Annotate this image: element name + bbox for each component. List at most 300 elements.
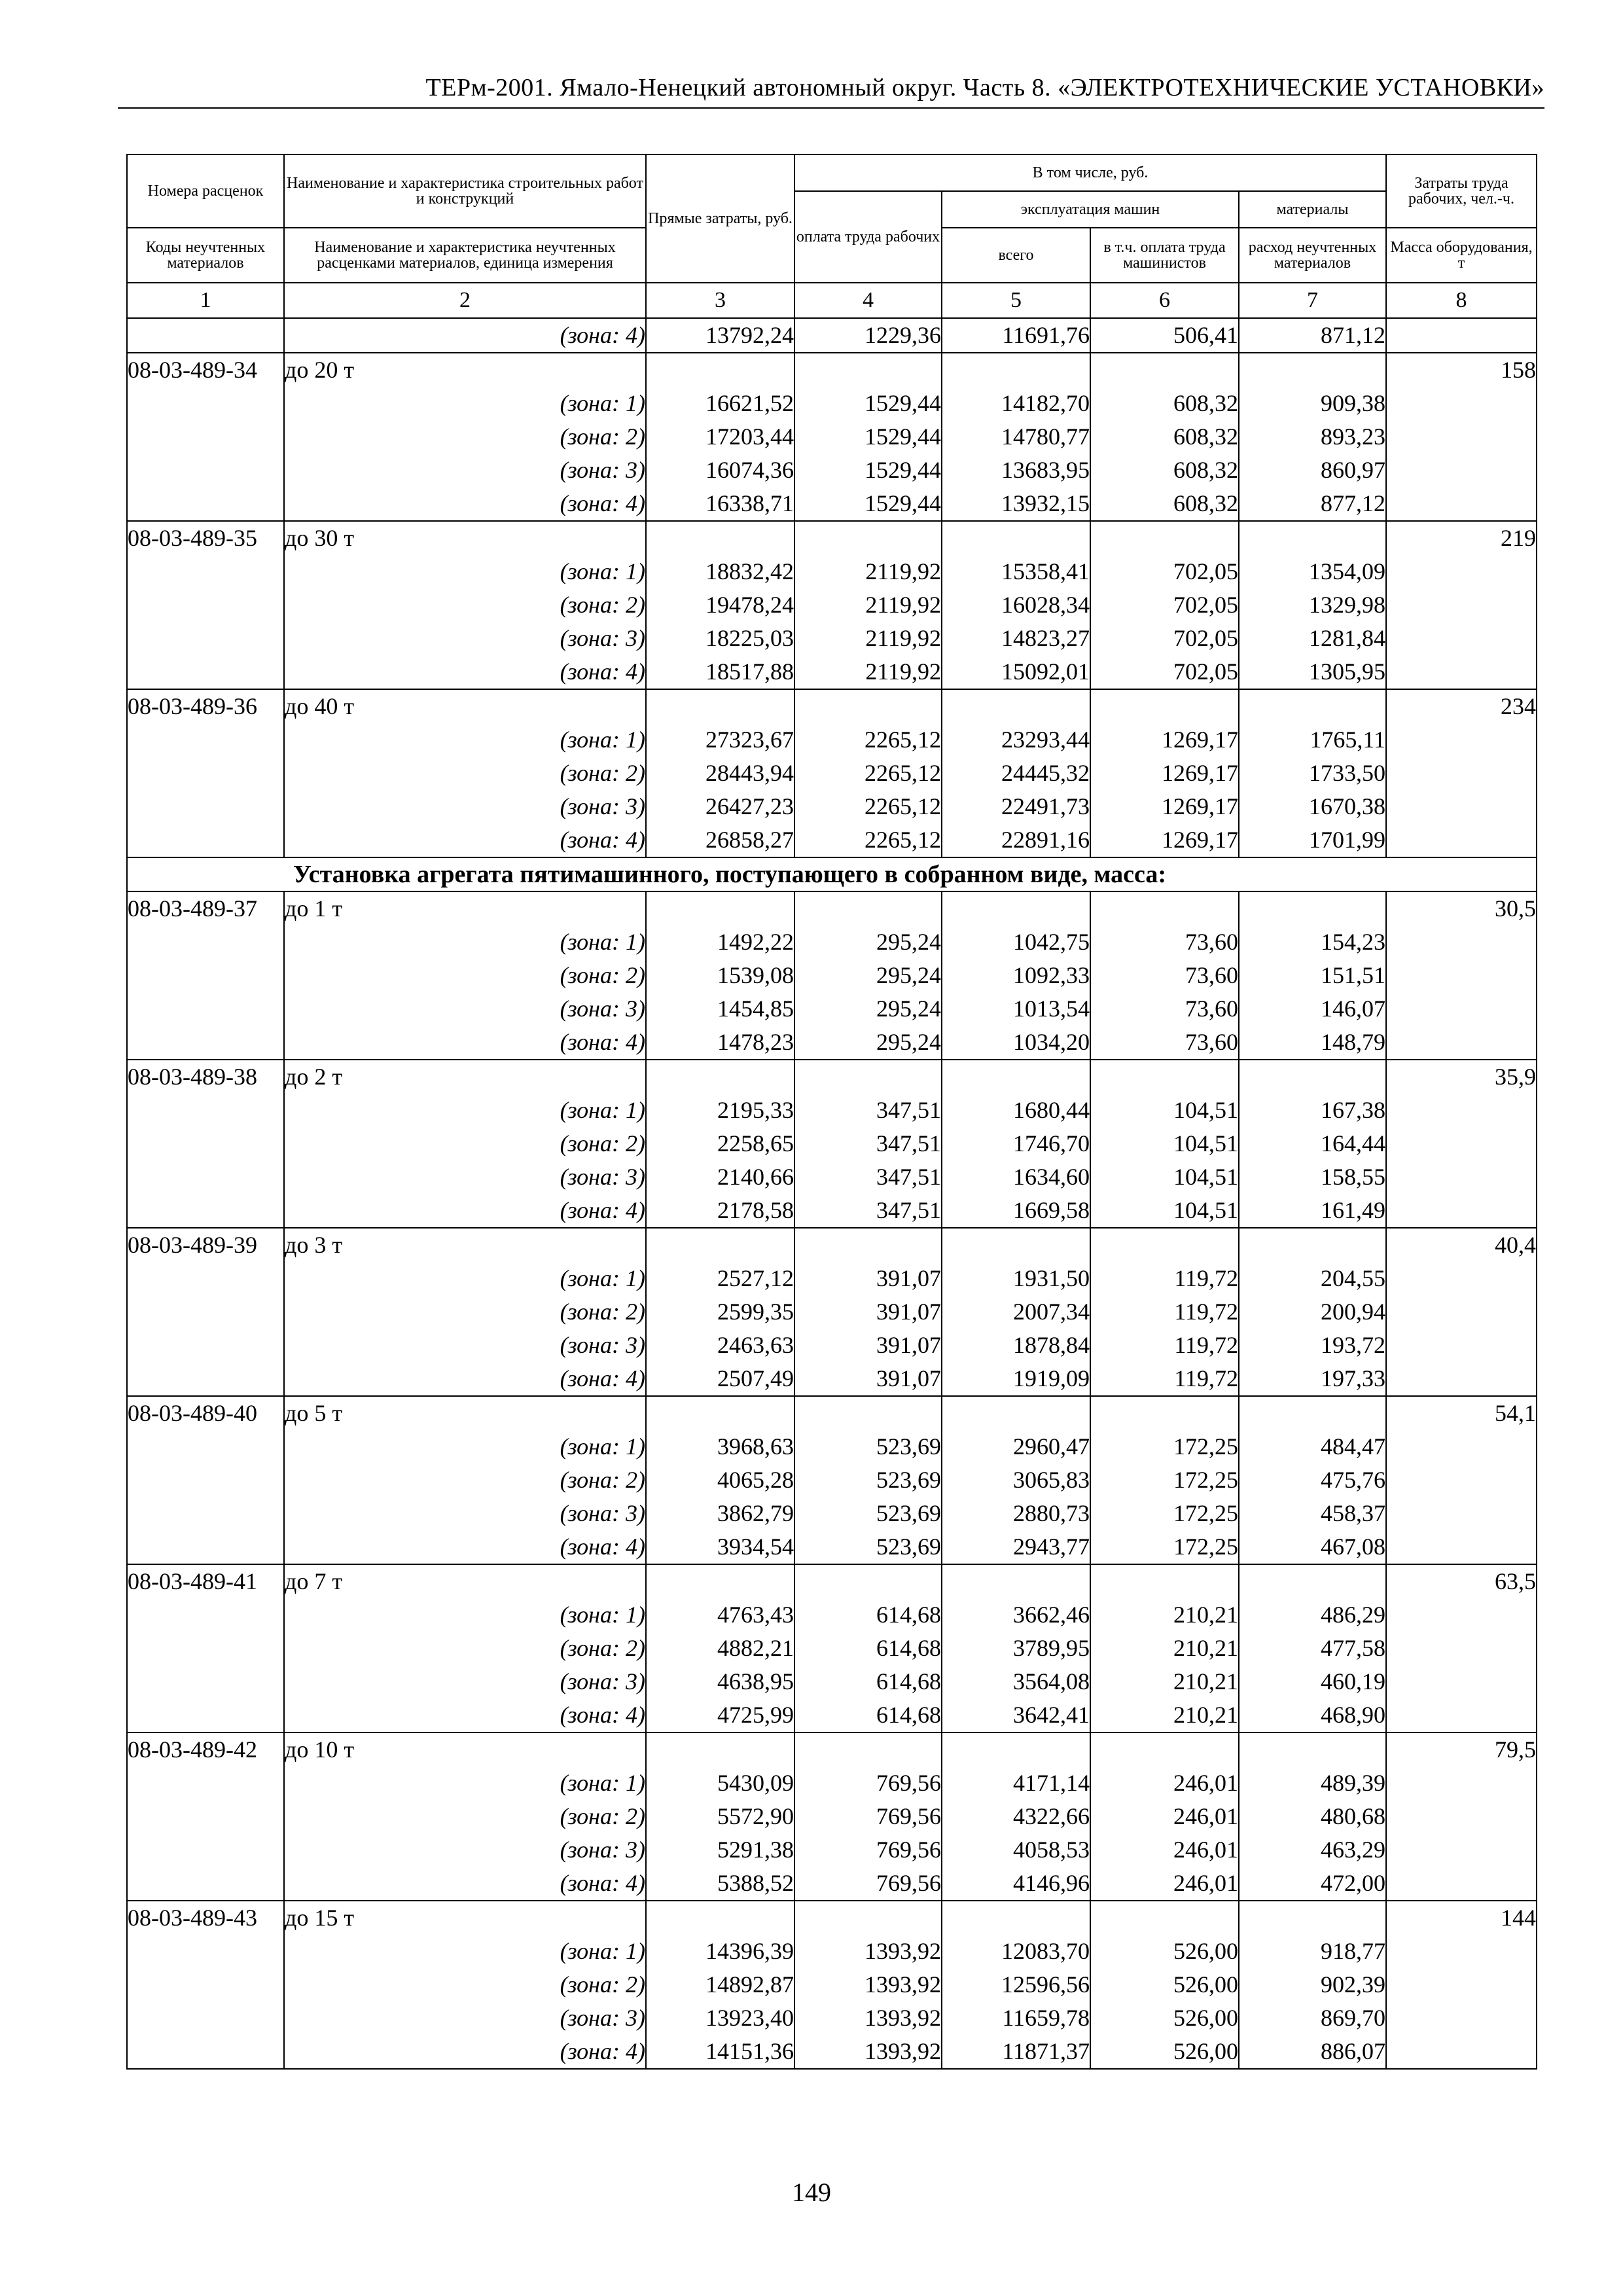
labor-cost-cell bbox=[1386, 1935, 1537, 1968]
labor-pay-value: 523,69 bbox=[794, 1463, 942, 1497]
code-cell bbox=[127, 1430, 284, 1463]
empty-cell bbox=[646, 1060, 794, 1094]
operator-pay-value: 104,51 bbox=[1090, 1127, 1239, 1160]
empty-cell bbox=[646, 1228, 794, 1262]
rate-name: до 1 т bbox=[284, 891, 646, 925]
machines-total-value: 15092,01 bbox=[942, 655, 1090, 689]
empty-cell bbox=[942, 521, 1090, 555]
column-number: 8 bbox=[1386, 283, 1537, 318]
machines-total-value: 1680,44 bbox=[942, 1094, 1090, 1127]
zone-row bbox=[127, 757, 1537, 790]
table-header bbox=[127, 154, 1537, 318]
code-cell bbox=[127, 487, 284, 521]
zone-label: (зона: 4) bbox=[284, 1530, 646, 1564]
rate-group bbox=[127, 521, 1537, 689]
rate-code: 08-03-489-39 bbox=[127, 1228, 284, 1262]
material-cost-value: 475,76 bbox=[1239, 1463, 1386, 1497]
zone-label: (зона: 4) bbox=[284, 318, 646, 353]
empty-cell bbox=[942, 1564, 1090, 1598]
code-cell bbox=[127, 1463, 284, 1497]
labor-cost-cell bbox=[1386, 318, 1537, 353]
material-cost-value: 1670,38 bbox=[1239, 790, 1386, 823]
labor-pay-value: 2119,92 bbox=[794, 655, 942, 689]
zone-row bbox=[127, 1665, 1537, 1698]
rate-name: до 15 т bbox=[284, 1901, 646, 1935]
labor-pay-value: 1393,92 bbox=[794, 2001, 942, 2035]
zone-row bbox=[127, 959, 1537, 992]
direct-costs-value: 5572,90 bbox=[646, 1800, 794, 1833]
rate-title-row bbox=[127, 689, 1537, 723]
material-cost-value: 1765,11 bbox=[1239, 723, 1386, 757]
material-cost-value: 918,77 bbox=[1239, 1935, 1386, 1968]
direct-costs-value: 3934,54 bbox=[646, 1530, 794, 1564]
material-cost-value: 200,94 bbox=[1239, 1295, 1386, 1329]
zone-row bbox=[127, 925, 1537, 959]
labor-cost-cell bbox=[1386, 723, 1537, 757]
rate-name: до 20 т bbox=[284, 353, 646, 387]
labor-pay-value: 614,68 bbox=[794, 1598, 942, 1632]
code-cell bbox=[127, 1295, 284, 1329]
empty-cell bbox=[646, 1901, 794, 1935]
empty-cell bbox=[794, 1396, 942, 1430]
code-cell bbox=[127, 1968, 284, 2001]
zone-row bbox=[127, 1463, 1537, 1497]
rate-group bbox=[127, 1396, 1537, 1564]
empty-cell bbox=[1090, 1732, 1239, 1767]
zone-row bbox=[127, 823, 1537, 857]
material-cost-value: 1281,84 bbox=[1239, 622, 1386, 655]
rate-title-row bbox=[127, 1732, 1537, 1767]
column-number: 5 bbox=[942, 283, 1090, 318]
material-cost-value: 484,47 bbox=[1239, 1430, 1386, 1463]
zone-label: (зона: 4) bbox=[284, 1194, 646, 1228]
header-mass: Масса оборудования, т bbox=[1386, 228, 1537, 283]
empty-cell bbox=[1090, 1060, 1239, 1094]
machines-total-value: 1034,20 bbox=[942, 1026, 1090, 1060]
labor-cost-cell bbox=[1386, 992, 1537, 1026]
labor-pay-value: 2119,92 bbox=[794, 622, 942, 655]
operator-pay-value: 702,05 bbox=[1090, 555, 1239, 588]
material-cost-value: 480,68 bbox=[1239, 1800, 1386, 1833]
column-number: 7 bbox=[1239, 283, 1386, 318]
labor-pay-value: 295,24 bbox=[794, 992, 942, 1026]
labor-pay-value: 614,68 bbox=[794, 1665, 942, 1698]
rate-title-row bbox=[127, 353, 1537, 387]
direct-costs-value: 2140,66 bbox=[646, 1160, 794, 1194]
direct-costs-value: 14892,87 bbox=[646, 1968, 794, 2001]
machines-total-value: 11659,78 bbox=[942, 2001, 1090, 2035]
labor-pay-value: 2119,92 bbox=[794, 588, 942, 622]
material-cost-value: 902,39 bbox=[1239, 1968, 1386, 2001]
machines-total-value: 1919,09 bbox=[942, 1362, 1090, 1396]
direct-costs-value: 26858,27 bbox=[646, 823, 794, 857]
material-cost-value: 477,58 bbox=[1239, 1632, 1386, 1665]
labor-cost-cell bbox=[1386, 1867, 1537, 1901]
header-operator-pay: в т.ч. оплата труда машинистов bbox=[1090, 228, 1239, 283]
empty-cell bbox=[646, 521, 794, 555]
labor-pay-value: 1529,44 bbox=[794, 487, 942, 521]
machines-total-value: 1931,50 bbox=[942, 1262, 1090, 1295]
rate-group bbox=[127, 1901, 1537, 2069]
machines-total-value: 11871,37 bbox=[942, 2035, 1090, 2069]
header-labor: Затраты труда рабочих, чел.-ч. bbox=[1386, 154, 1537, 228]
zone-label: (зона: 3) bbox=[284, 1833, 646, 1867]
empty-cell bbox=[794, 521, 942, 555]
machines-total-value: 3642,41 bbox=[942, 1698, 1090, 1732]
zone-row bbox=[127, 1698, 1537, 1732]
labor-pay-value: 391,07 bbox=[794, 1295, 942, 1329]
empty-cell bbox=[1090, 891, 1239, 925]
labor-cost-cell bbox=[1386, 1094, 1537, 1127]
labor-cost-cell bbox=[1386, 1430, 1537, 1463]
header-direct-costs: Прямые затраты, руб. bbox=[646, 154, 794, 283]
operator-pay-value: 210,21 bbox=[1090, 1698, 1239, 1732]
rate-code: 08-03-489-43 bbox=[127, 1901, 284, 1935]
direct-costs-value: 1454,85 bbox=[646, 992, 794, 1026]
operator-pay-value: 526,00 bbox=[1090, 2035, 1239, 2069]
operator-pay-value: 246,01 bbox=[1090, 1800, 1239, 1833]
material-cost-value: 909,38 bbox=[1239, 387, 1386, 420]
material-cost-value: 1354,09 bbox=[1239, 555, 1386, 588]
zone-label: (зона: 3) bbox=[284, 992, 646, 1026]
code-cell bbox=[127, 2001, 284, 2035]
rate-code: 08-03-489-41 bbox=[127, 1564, 284, 1598]
labor-cost-cell bbox=[1386, 1362, 1537, 1396]
operator-pay-value: 608,32 bbox=[1090, 487, 1239, 521]
material-cost-value: 158,55 bbox=[1239, 1160, 1386, 1194]
header-code: Номера расценок bbox=[127, 154, 284, 228]
zone-row bbox=[127, 588, 1537, 622]
machines-total-value: 22891,16 bbox=[942, 823, 1090, 857]
operator-pay-value: 172,25 bbox=[1090, 1463, 1239, 1497]
empty-cell bbox=[942, 1396, 1090, 1430]
labor-cost-cell bbox=[1386, 2035, 1537, 2069]
zone-row bbox=[127, 487, 1537, 521]
empty-cell bbox=[1239, 1228, 1386, 1262]
code-cell bbox=[127, 420, 284, 454]
machines-total-value: 2960,47 bbox=[942, 1430, 1090, 1463]
empty-cell bbox=[1239, 1901, 1386, 1935]
direct-costs-value: 26427,23 bbox=[646, 790, 794, 823]
machines-total-value: 1092,33 bbox=[942, 959, 1090, 992]
empty-cell bbox=[1090, 1228, 1239, 1262]
machines-total-value: 11691,76 bbox=[942, 318, 1090, 353]
zone-label: (зона: 3) bbox=[284, 1665, 646, 1698]
operator-pay-value: 1269,17 bbox=[1090, 790, 1239, 823]
column-number: 1 bbox=[127, 283, 284, 318]
operator-pay-value: 104,51 bbox=[1090, 1094, 1239, 1127]
empty-cell bbox=[942, 1732, 1090, 1767]
code-cell bbox=[127, 1329, 284, 1362]
labor-cost-value: 219 bbox=[1386, 521, 1537, 555]
material-cost-value: 458,37 bbox=[1239, 1497, 1386, 1530]
operator-pay-value: 73,60 bbox=[1090, 925, 1239, 959]
zone-label: (зона: 2) bbox=[284, 1800, 646, 1833]
direct-costs-value: 2258,65 bbox=[646, 1127, 794, 1160]
labor-cost-cell bbox=[1386, 1026, 1537, 1060]
labor-pay-value: 295,24 bbox=[794, 959, 942, 992]
labor-cost-cell bbox=[1386, 1632, 1537, 1665]
zone-row bbox=[127, 454, 1537, 487]
direct-costs-value: 4763,43 bbox=[646, 1598, 794, 1632]
operator-pay-value: 246,01 bbox=[1090, 1767, 1239, 1800]
rate-group bbox=[127, 1732, 1537, 1901]
zone-row bbox=[127, 1127, 1537, 1160]
operator-pay-value: 246,01 bbox=[1090, 1867, 1239, 1901]
zone-row bbox=[127, 2001, 1537, 2035]
operator-pay-value: 73,60 bbox=[1090, 959, 1239, 992]
zone-row bbox=[127, 1430, 1537, 1463]
labor-cost-value: 144 bbox=[1386, 1901, 1537, 1935]
rate-name: до 2 т bbox=[284, 1060, 646, 1094]
direct-costs-value: 2463,63 bbox=[646, 1329, 794, 1362]
labor-pay-value: 523,69 bbox=[794, 1430, 942, 1463]
zone-label: (зона: 2) bbox=[284, 959, 646, 992]
empty-cell bbox=[646, 1396, 794, 1430]
direct-costs-value: 2195,33 bbox=[646, 1094, 794, 1127]
operator-pay-value: 702,05 bbox=[1090, 622, 1239, 655]
direct-costs-value: 18832,42 bbox=[646, 555, 794, 588]
machines-total-value: 12083,70 bbox=[942, 1935, 1090, 1968]
code-cell bbox=[127, 588, 284, 622]
zone-label: (зона: 2) bbox=[284, 1127, 646, 1160]
direct-costs-value: 3968,63 bbox=[646, 1430, 794, 1463]
labor-cost-cell bbox=[1386, 1598, 1537, 1632]
operator-pay-value: 172,25 bbox=[1090, 1497, 1239, 1530]
operator-pay-value: 1269,17 bbox=[1090, 823, 1239, 857]
labor-cost-cell bbox=[1386, 487, 1537, 521]
direct-costs-value: 13792,24 bbox=[646, 318, 794, 353]
direct-costs-value: 4882,21 bbox=[646, 1632, 794, 1665]
zone-row bbox=[127, 1968, 1537, 2001]
zone-label: (зона: 4) bbox=[284, 2035, 646, 2069]
labor-cost-cell bbox=[1386, 1767, 1537, 1800]
code-cell bbox=[127, 387, 284, 420]
zone-row bbox=[127, 1026, 1537, 1060]
labor-cost-cell bbox=[1386, 925, 1537, 959]
zone-row bbox=[127, 1935, 1537, 1968]
operator-pay-value: 210,21 bbox=[1090, 1632, 1239, 1665]
labor-cost-cell bbox=[1386, 622, 1537, 655]
code-cell bbox=[127, 1362, 284, 1396]
header-including: В том числе, руб. bbox=[794, 154, 1386, 191]
labor-cost-cell bbox=[1386, 1968, 1537, 2001]
labor-pay-value: 1229,36 bbox=[794, 318, 942, 353]
machines-total-value: 3789,95 bbox=[942, 1632, 1090, 1665]
code-cell bbox=[127, 2035, 284, 2069]
operator-pay-value: 172,25 bbox=[1090, 1530, 1239, 1564]
rate-code: 08-03-489-37 bbox=[127, 891, 284, 925]
labor-cost-cell bbox=[1386, 420, 1537, 454]
labor-cost-value: 54,1 bbox=[1386, 1396, 1537, 1430]
operator-pay-value: 1269,17 bbox=[1090, 757, 1239, 790]
zone-row bbox=[127, 1329, 1537, 1362]
rate-name: до 7 т bbox=[284, 1564, 646, 1598]
direct-costs-value: 1492,22 bbox=[646, 925, 794, 959]
machines-total-value: 2943,77 bbox=[942, 1530, 1090, 1564]
operator-pay-value: 608,32 bbox=[1090, 420, 1239, 454]
zone-label: (зона: 1) bbox=[284, 555, 646, 588]
zone-label: (зона: 1) bbox=[284, 925, 646, 959]
material-cost-value: 204,55 bbox=[1239, 1262, 1386, 1295]
header-materials: материалы bbox=[1239, 191, 1386, 228]
labor-pay-value: 1529,44 bbox=[794, 420, 942, 454]
rate-name: до 40 т bbox=[284, 689, 646, 723]
code-cell bbox=[127, 1935, 284, 1968]
machines-total-value: 14182,70 bbox=[942, 387, 1090, 420]
rate-group bbox=[127, 891, 1537, 1060]
page-header: ТЕРм-2001. Ямало-Ненецкий автономный округ. Часть 8. «ЭЛЕКТРОТЕХНИЧЕСКИЕ УСТАНОВКИ» bbox=[118, 71, 1544, 109]
material-cost-value: 151,51 bbox=[1239, 959, 1386, 992]
operator-pay-value: 608,32 bbox=[1090, 454, 1239, 487]
operator-pay-value: 172,25 bbox=[1090, 1430, 1239, 1463]
operator-pay-value: 526,00 bbox=[1090, 2001, 1239, 2035]
rate-group bbox=[127, 689, 1537, 857]
labor-pay-value: 391,07 bbox=[794, 1329, 942, 1362]
labor-pay-value: 2265,12 bbox=[794, 790, 942, 823]
zone-label: (зона: 1) bbox=[284, 1430, 646, 1463]
rate-group bbox=[127, 1060, 1537, 1228]
machines-total-value: 13932,15 bbox=[942, 487, 1090, 521]
zone-label: (зона: 1) bbox=[284, 1598, 646, 1632]
machines-total-value: 3662,46 bbox=[942, 1598, 1090, 1632]
zone-label: (зона: 4) bbox=[284, 1026, 646, 1060]
machines-total-value: 12596,56 bbox=[942, 1968, 1090, 2001]
rate-title-row bbox=[127, 1228, 1537, 1262]
labor-pay-value: 769,56 bbox=[794, 1867, 942, 1901]
zone-label: (зона: 4) bbox=[284, 1362, 646, 1396]
code-cell bbox=[127, 757, 284, 790]
code-cell bbox=[127, 992, 284, 1026]
material-cost-value: 1305,95 bbox=[1239, 655, 1386, 689]
operator-pay-value: 104,51 bbox=[1090, 1194, 1239, 1228]
direct-costs-value: 27323,67 bbox=[646, 723, 794, 757]
material-cost-value: 167,38 bbox=[1239, 1094, 1386, 1127]
empty-cell bbox=[646, 1564, 794, 1598]
zone-label: (зона: 4) bbox=[284, 655, 646, 689]
operator-pay-value: 119,72 bbox=[1090, 1262, 1239, 1295]
labor-pay-value: 347,51 bbox=[794, 1194, 942, 1228]
operator-pay-value: 119,72 bbox=[1090, 1329, 1239, 1362]
rate-title-row bbox=[127, 1396, 1537, 1430]
column-number: 4 bbox=[794, 283, 942, 318]
labor-cost-cell bbox=[1386, 757, 1537, 790]
material-cost-value: 1329,98 bbox=[1239, 588, 1386, 622]
machines-total-value: 2007,34 bbox=[942, 1295, 1090, 1329]
zone-label: (зона: 1) bbox=[284, 387, 646, 420]
labor-cost-cell bbox=[1386, 959, 1537, 992]
direct-costs-value: 14151,36 bbox=[646, 2035, 794, 2069]
direct-costs-value: 18225,03 bbox=[646, 622, 794, 655]
empty-cell bbox=[1090, 1901, 1239, 1935]
rate-name: до 30 т bbox=[284, 521, 646, 555]
rate-name: до 10 т bbox=[284, 1732, 646, 1767]
direct-costs-value: 16621,52 bbox=[646, 387, 794, 420]
labor-cost-cell bbox=[1386, 1295, 1537, 1329]
direct-costs-value: 1478,23 bbox=[646, 1026, 794, 1060]
code-cell bbox=[127, 1698, 284, 1732]
labor-cost-value: 158 bbox=[1386, 353, 1537, 387]
labor-pay-value: 523,69 bbox=[794, 1530, 942, 1564]
operator-pay-value: 73,60 bbox=[1090, 992, 1239, 1026]
operator-pay-value: 246,01 bbox=[1090, 1833, 1239, 1867]
direct-costs-value: 5430,09 bbox=[646, 1767, 794, 1800]
header-name-materials: Наименование и характеристика неучтенных расценками материалов, единица измерения bbox=[284, 228, 646, 283]
rate-name: до 3 т bbox=[284, 1228, 646, 1262]
machines-total-value: 4058,53 bbox=[942, 1833, 1090, 1867]
labor-pay-value: 2265,12 bbox=[794, 757, 942, 790]
machines-total-value: 4146,96 bbox=[942, 1867, 1090, 1901]
direct-costs-value: 28443,94 bbox=[646, 757, 794, 790]
material-cost-value: 893,23 bbox=[1239, 420, 1386, 454]
material-cost-value: 164,44 bbox=[1239, 1127, 1386, 1160]
operator-pay-value: 608,32 bbox=[1090, 387, 1239, 420]
labor-cost-cell bbox=[1386, 1127, 1537, 1160]
empty-cell bbox=[1239, 1060, 1386, 1094]
zone-label: (зона: 3) bbox=[284, 1497, 646, 1530]
empty-cell bbox=[646, 353, 794, 387]
zone-label: (зона: 4) bbox=[284, 1867, 646, 1901]
labor-cost-cell bbox=[1386, 1463, 1537, 1497]
labor-pay-value: 391,07 bbox=[794, 1362, 942, 1396]
empty-cell bbox=[942, 1228, 1090, 1262]
direct-costs-value: 4638,95 bbox=[646, 1665, 794, 1698]
code-cell bbox=[127, 823, 284, 857]
code-cell bbox=[127, 1598, 284, 1632]
machines-total-value: 1669,58 bbox=[942, 1194, 1090, 1228]
header-machines: эксплуатация машин bbox=[942, 191, 1239, 228]
zone-row bbox=[127, 1530, 1537, 1564]
direct-costs-value: 17203,44 bbox=[646, 420, 794, 454]
labor-cost-value: 79,5 bbox=[1386, 1732, 1537, 1767]
direct-costs-value: 19478,24 bbox=[646, 588, 794, 622]
labor-pay-value: 295,24 bbox=[794, 1026, 942, 1060]
header-machines-total: всего bbox=[942, 228, 1090, 283]
code-cell bbox=[127, 555, 284, 588]
labor-cost-cell bbox=[1386, 655, 1537, 689]
machines-total-value: 1878,84 bbox=[942, 1329, 1090, 1362]
labor-cost-cell bbox=[1386, 387, 1537, 420]
rate-code: 08-03-489-34 bbox=[127, 353, 284, 387]
column-numbers-row bbox=[127, 283, 1537, 318]
rates-table bbox=[126, 154, 1537, 2070]
direct-costs-value: 2599,35 bbox=[646, 1295, 794, 1329]
empty-cell bbox=[794, 1060, 942, 1094]
labor-pay-value: 2119,92 bbox=[794, 555, 942, 588]
code-cell bbox=[127, 1497, 284, 1530]
labor-cost-cell bbox=[1386, 1194, 1537, 1228]
operator-pay-value: 119,72 bbox=[1090, 1295, 1239, 1329]
direct-costs-value: 5291,38 bbox=[646, 1833, 794, 1867]
empty-cell bbox=[1239, 891, 1386, 925]
rate-group bbox=[127, 353, 1537, 521]
zone-row bbox=[127, 2035, 1537, 2069]
labor-pay-value: 391,07 bbox=[794, 1262, 942, 1295]
zone-label: (зона: 4) bbox=[284, 823, 646, 857]
section-title: Установка агрегата пятимашинного, поступающего в собранном виде, масса: bbox=[127, 857, 1537, 891]
empty-cell bbox=[646, 1732, 794, 1767]
rate-title-row bbox=[127, 1901, 1537, 1935]
operator-pay-value: 526,00 bbox=[1090, 1935, 1239, 1968]
code-cell bbox=[127, 1767, 284, 1800]
machines-total-value: 4322,66 bbox=[942, 1800, 1090, 1833]
machines-total-value: 1042,75 bbox=[942, 925, 1090, 959]
labor-pay-value: 1529,44 bbox=[794, 387, 942, 420]
empty-cell bbox=[794, 1564, 942, 1598]
machines-total-value: 15358,41 bbox=[942, 555, 1090, 588]
labor-cost-cell bbox=[1386, 555, 1537, 588]
labor-cost-cell bbox=[1386, 588, 1537, 622]
